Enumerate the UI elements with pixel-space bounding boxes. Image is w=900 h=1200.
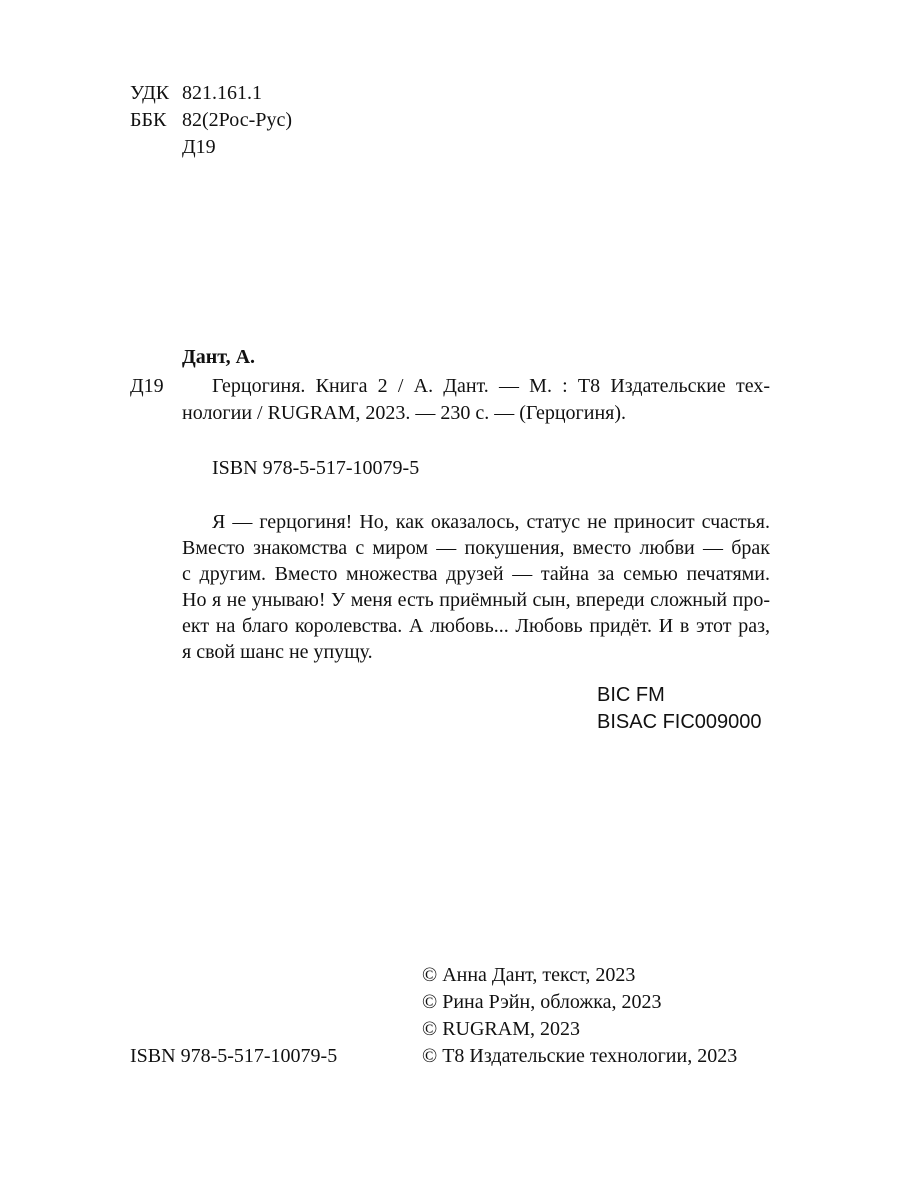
udk-row (0, 80, 900, 106)
bbk-row (0, 107, 900, 133)
author-mark-top: Д19 (182, 136, 216, 158)
description-line-1: Герцогиня. Книга 2 / А. Дант. — М. : Т8 Издательские тех- (212, 375, 770, 397)
isbn-footer: ISBN 978-5-517-10079-5 (130, 1045, 338, 1067)
annotation-line: с другим. Вместо множества друзей — тайна за семью печатями. (182, 563, 770, 585)
annotation-line: Я — герцогиня! Но, как оказалось, статус не приносит счастья. (212, 511, 770, 533)
copyright-line: © Анна Дант, текст, 2023 (422, 964, 636, 986)
bic-code: BIC FM (597, 684, 665, 706)
bbk-label: ББК (130, 109, 167, 131)
bisac-code: BISAC FIC009000 (597, 711, 762, 733)
annotation-line: Но я не унываю! У меня есть приёмный сын, впереди сложный про- (182, 589, 770, 611)
udk-value: 821.161.1 (182, 82, 262, 104)
author-mark-record: Д19 (130, 375, 164, 397)
description-line-2: нологии / RUGRAM, 2023. — 230 с. — (Герцогиня). (182, 402, 627, 424)
annotation-line: ект на благо королевства. А любовь... Любовь придёт. И в этот раз, (182, 615, 770, 637)
udk-label: УДК (130, 82, 170, 104)
isbn-record: ISBN 978-5-517-10079-5 (212, 457, 420, 479)
annotation-line: Вместо знакомства с миром — покушения, вместо любви — брак (182, 537, 770, 559)
copyright-line: © Т8 Издательские технологии, 2023 (422, 1045, 738, 1067)
annotation (182, 509, 770, 665)
copyright-line: © RUGRAM, 2023 (422, 1018, 580, 1040)
author-heading: Дант, А. (182, 346, 256, 368)
copyright-line: © Рина Рэйн, обложка, 2023 (422, 991, 662, 1013)
annotation-line: я свой шанс не упущу. (182, 641, 373, 663)
bbk-value: 82(2Рос-Рус) (182, 109, 292, 131)
